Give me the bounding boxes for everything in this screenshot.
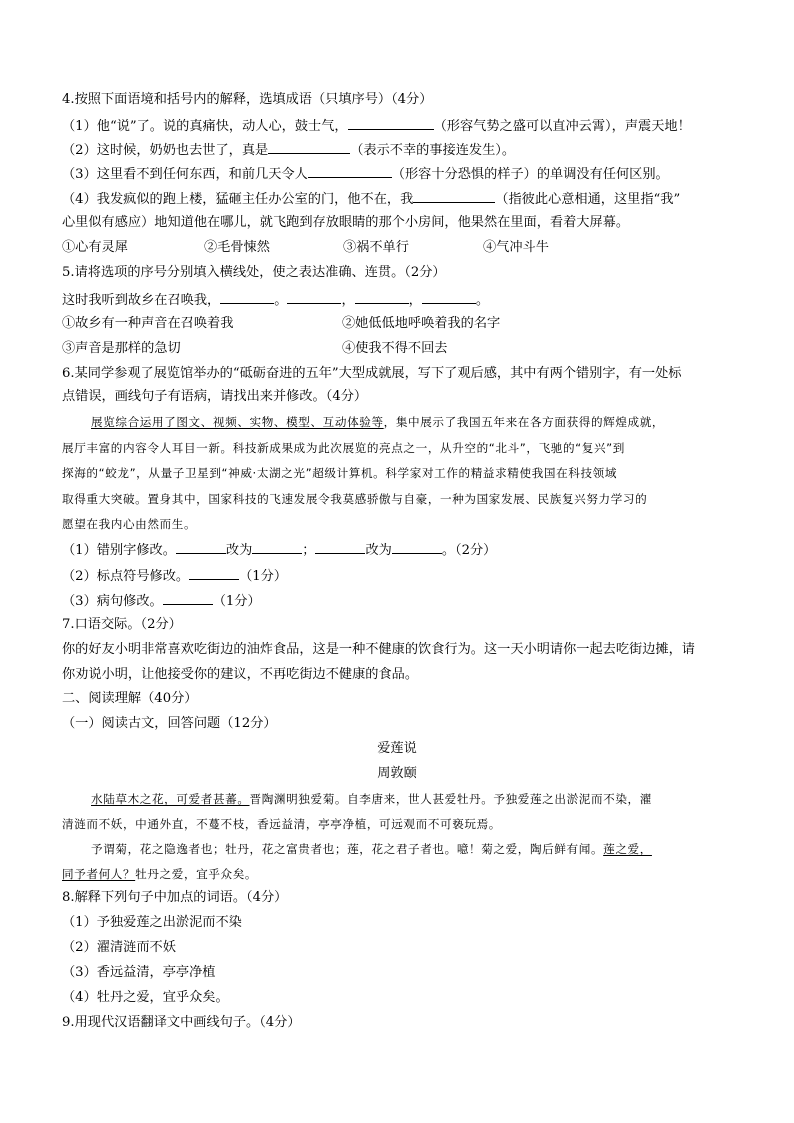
q7-line-2: 你劝说小明，让他接受你的建议，不再吃街边不健康的食品。 <box>62 667 419 682</box>
q5-stem-text: 这时我听到故乡在召唤我， <box>62 293 221 308</box>
q6-a1-score: 。（2分） <box>441 543 497 558</box>
q4-s4-blank[interactable] <box>413 189 495 203</box>
q6-a3-blank[interactable] <box>163 591 213 605</box>
q6-a2-score: （1分） <box>239 569 288 584</box>
q5-blank-2[interactable] <box>287 290 341 304</box>
q7-title: 7.口语交际。（2分） <box>62 617 182 632</box>
q4-sentence-2 <box>62 140 515 160</box>
q6-passage-line-3: 探海的“蛟龙”，从量子卫星到“神威·太湖之光”超级计算机。科学家对工作的精益求精使我国在科技领域 <box>62 466 618 480</box>
q6-passage-line-1 <box>91 413 664 431</box>
q6-a1-blank-1[interactable] <box>176 540 226 554</box>
q6-title-1: 6.某同学参观了展览馆举办的“砥砺奋进的五年”大型成就展，写下了观后感，其中有两个错别字，有一处标 <box>62 366 682 381</box>
poem-title: 爱莲说 <box>377 741 417 756</box>
q7-line-1: 你的好友小明非常喜欢吃街边的油炸食品，这是一种不健康的饮食行为。这一天小明请你一起去吃街边摊，请 <box>62 642 695 657</box>
q4-option-4: ④气冲斗牛 <box>483 240 549 255</box>
poem-underlined-1: 水陆草木之花，可爱者甚蕃。 <box>91 792 250 806</box>
q5-options-row-1 <box>62 315 500 333</box>
section-2-title: 二、阅读理解（40分） <box>62 691 198 706</box>
q8-item-4: （4）牡丹之爱，宜乎众矣。 <box>62 990 229 1005</box>
poem-underlined-2a: 莲之爱， <box>603 842 652 856</box>
poem-author: 周敦颐 <box>377 766 417 781</box>
q4-s3-text-b: （形容十分恐惧的样子）的单调没有任何区别。 <box>391 167 669 182</box>
q5-blank-3[interactable] <box>355 290 409 304</box>
q5-options-row-2 <box>62 340 448 358</box>
q5-blank-1[interactable] <box>220 290 274 304</box>
section-2-subtitle: （一）阅读古文，回答问题（12分） <box>62 716 277 731</box>
q6-a1-blank-2[interactable] <box>252 540 302 554</box>
q4-option-3: ③祸不单行 <box>343 240 409 255</box>
q5-stem <box>62 290 489 310</box>
q5-sep-3: ， <box>408 293 422 308</box>
q4-s3-text-a: （3）这里看不到任何东西，和前几天令人 <box>62 167 308 182</box>
q4-s4-text-a: （4）我发疯似的跑上楼，猛砸主任办公室的门，他不在，我 <box>62 192 414 207</box>
q4-s2-text-a: （2）这时候，奶奶也去世了，真是 <box>62 143 269 158</box>
q4-sentence-4-cont: 心里似有感应）地知道他在哪儿，就飞跑到存放眼睛的那个小房间，他果然在里面，看着大屏幕。 <box>62 215 630 230</box>
q6-a1-blank-4[interactable] <box>392 540 442 554</box>
q8-item-1: （1）予独爱莲之出淤泥而不染 <box>62 915 242 930</box>
q6-a3-label: （3）病句修改。 <box>62 594 163 609</box>
q6-a1-change-1: 改为 <box>225 543 253 558</box>
q6-a2-blank[interactable] <box>189 566 239 580</box>
q5-end: 。 <box>475 293 489 308</box>
q5-blank-4[interactable] <box>422 290 476 304</box>
q5-sep-2: ， <box>341 293 355 308</box>
q6-passage-line-5: 愿望在我内心由然而生。 <box>62 517 197 531</box>
q6-a1-sep: ； <box>302 543 316 558</box>
q4-sentence-3 <box>62 164 669 184</box>
q4-s1-text-a: （1）他“说”了。说的真痛快，动人心，鼓士气， <box>62 119 348 134</box>
q6-underlined-sentence: 展览综合运用了图文、视频、实物、模型、互动体验等 <box>91 415 384 429</box>
q8-item-3: （3）香远益清，亭亭净植 <box>62 965 216 980</box>
q4-option-1: ①心有灵犀 <box>62 240 128 255</box>
q9-title: 9.用现代汉语翻译文中画线句子。（4分） <box>62 1015 301 1030</box>
q8-item-2: （2）濯清涟而不妖 <box>62 940 176 955</box>
poem-line-3 <box>91 840 652 858</box>
q5-title: 5.请将选项的序号分别填入横线处，使之表达准确、连贯。（2分） <box>62 265 446 280</box>
q4-s1-text-b: （形容气势之盛可以直冲云霄），声震天地！ <box>433 119 691 134</box>
q4-s1-blank[interactable] <box>348 116 434 130</box>
q6-a1-blank-3[interactable] <box>315 540 365 554</box>
q6-answer-1 <box>62 540 496 560</box>
q4-sentence-1 <box>62 116 691 136</box>
q6-a1-change-2: 改为 <box>365 543 392 558</box>
poem-line-1 <box>91 790 652 808</box>
q8-title: 8.解释下列句子中加点的词语。（4分） <box>62 890 288 905</box>
q4-title: 4.按照下面语境和括号内的解释，选填成语（只填序号）（4分） <box>62 92 433 107</box>
q4-s3-blank[interactable] <box>308 164 392 178</box>
q6-answer-3 <box>62 591 261 611</box>
q4-s4-text-b: （指彼此心意相通，这里指“我” <box>495 192 681 207</box>
q6-title-2: 点错误，画线句子有语病，请找出来并修改。（4分） <box>62 389 368 404</box>
q4-options <box>62 239 549 257</box>
q5-sep-1: 。 <box>274 293 288 308</box>
q6-a1-label: （1）错别字修改。 <box>62 543 176 558</box>
q4-s2-text-b: （表示不幸的事接连发生）。 <box>350 143 516 158</box>
q4-option-2: ②毛骨悚然 <box>204 240 270 255</box>
q6-a3-score: （1分） <box>212 594 261 609</box>
q6-answer-2 <box>62 566 287 586</box>
q5-option-4: ④使我不得不回去 <box>342 341 448 356</box>
q5-option-2: ②她低低地呼唤着我的名字 <box>342 316 501 331</box>
poem-underlined-2b: 同予者何人？ <box>62 867 136 881</box>
poem-line-1-rest: 晋陶渊明独爱菊。自李唐来，世人甚爱牡丹。予独爱莲之出淤泥而不染，濯 <box>249 792 652 806</box>
q6-passage-line-4: 取得重大突破。置身其中，国家科技的飞速发展令我莫感骄傲与自豪，一种为国家发展、民族复兴努力学习的 <box>62 492 648 506</box>
poem-line-4-rest: 牡丹之爱，宜乎众矣。 <box>135 867 258 881</box>
poem-line-3-text: 予谓菊，花之隐逸者也；牡丹，花之富贵者也；莲，花之君子者也。噫！菊之爱，陶后鲜有闻。 <box>91 842 604 856</box>
q6-a2-label: （2）标点符号修改。 <box>62 569 190 584</box>
poem-line-4 <box>62 865 257 883</box>
q4-s2-blank[interactable] <box>268 140 350 154</box>
q6-passage-line-1-rest: ，集中展示了我国五年来在各方面获得的辉煌成就， <box>383 415 665 429</box>
q4-sentence-4 <box>62 189 680 209</box>
poem-line-2: 清涟而不妖，中通外直，不蔓不枝，香远益清，亭亭净植，可远观而不可亵玩焉。 <box>62 817 501 831</box>
q5-option-3: ③声音是那样的急切 <box>62 341 181 356</box>
q6-passage-line-2: 展厅丰富的内容令人耳目一新。科技新成果成为此次展览的亮点之一，从升空的“北斗”，飞驰的“复兴”到 <box>62 441 625 455</box>
q5-option-1: ①故乡有一种声音在召唤着我 <box>62 316 234 331</box>
